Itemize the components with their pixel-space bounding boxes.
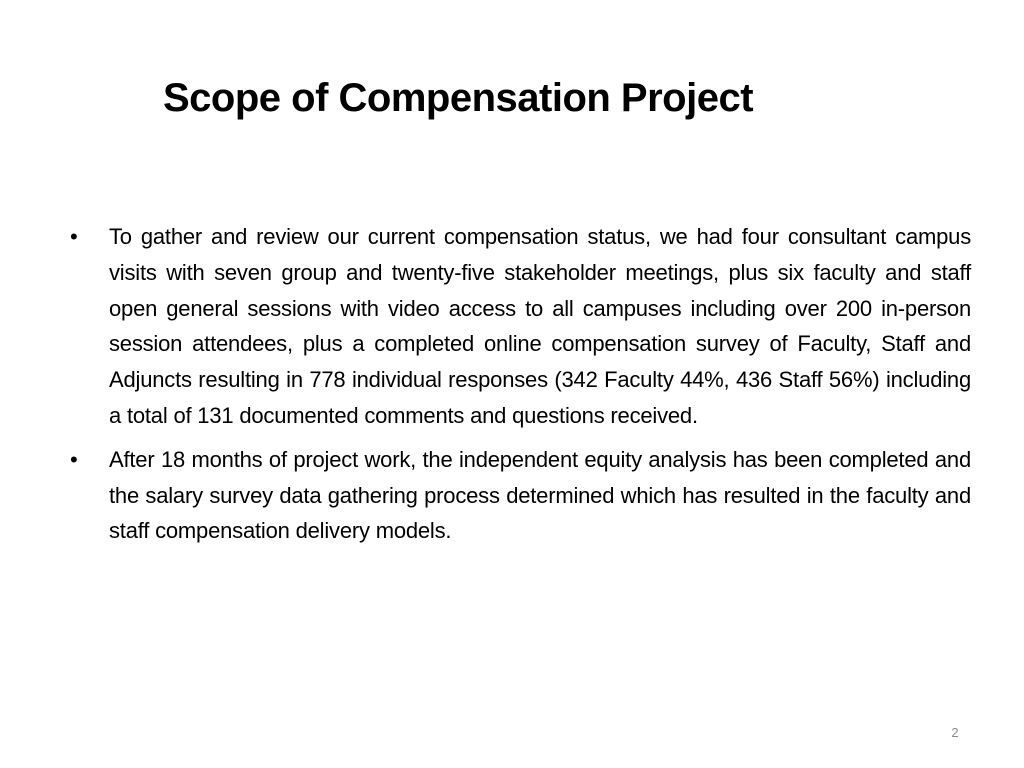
bullet-text: After 18 months of project work, the independent equity analysis has been completed and the salary survey data gathering process determined which has resulted in the faculty and staff compensation delivery models. — [109, 446, 971, 544]
bullet-item-1 — [66, 219, 971, 434]
bullet-list — [66, 219, 971, 557]
slide-title: Scope of Compensation Project — [163, 76, 754, 120]
bullet-text: To gather and review our current compensation status, we had four consultant campus visits with seven group and twenty-five stakeholder meetings, plus six faculty and staff open general sessions with video access to all campuses including over 200 in-person session attendees, plus a completed online compensation survey of Faculty, Staff and Adjuncts resulting in 778 individual responses (342 Faculty 44%, 436 Staff 56%) including a total of 131 documented comments and questions received. — [109, 224, 971, 428]
bullet-item-2 — [66, 442, 971, 549]
bullet-point-icon: • — [70, 224, 78, 249]
page-number: 2 — [951, 725, 959, 740]
bullet-point-icon: • — [70, 446, 78, 472]
